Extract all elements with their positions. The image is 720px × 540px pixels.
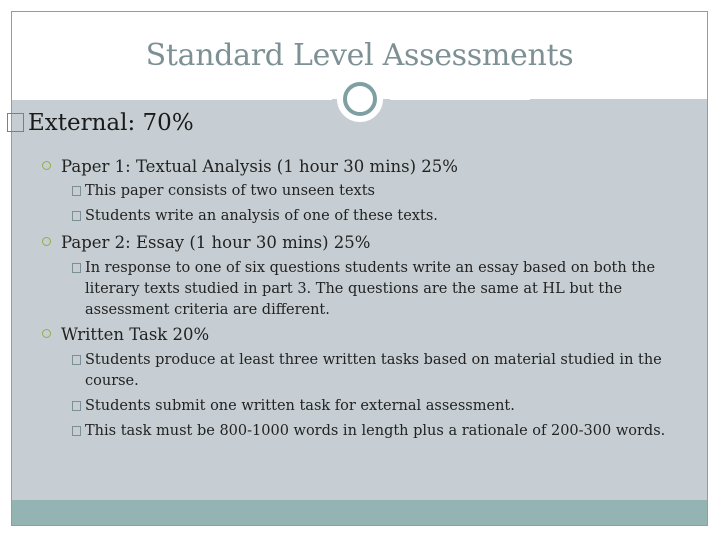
level3-item: [72, 181, 672, 202]
circle-bullet-icon: [42, 329, 51, 338]
level2-item-paper1: [42, 157, 458, 176]
level2-text: Paper 2: Essay (1 hour 30 mins) 25%: [61, 233, 371, 252]
square-bullet-icon: [72, 263, 81, 273]
slide-title: Standard Level Assessments: [145, 38, 574, 73]
circle-ornament-icon: [337, 76, 383, 122]
level2-item-written-task: [42, 325, 209, 344]
square-bullet-icon: [72, 401, 81, 411]
level3-item: [72, 396, 672, 417]
circle-bullet-icon: [42, 237, 51, 246]
level3-text: Students submit one written task for external assessment.: [85, 398, 515, 414]
circle-bullet-icon: [42, 161, 51, 170]
title-divider-left: [12, 98, 332, 100]
level3-item: [72, 258, 672, 321]
level3-item: [72, 421, 672, 442]
title-divider-right: [390, 98, 530, 100]
level2-text: Paper 1: Textual Analysis (1 hour 30 mins) 25%: [61, 157, 458, 176]
level3-text: This task must be 800-1000 words in length plus a rationale of 200-300 words.: [85, 423, 666, 439]
square-bullet-icon: [72, 211, 81, 221]
square-bullet-icon: [72, 355, 81, 365]
level2-item-paper2: [42, 233, 370, 252]
level3-text: In response to one of six questions students write an essay based on both the literary texts studied in part 3. The questions are the same at HL but the assessment criteria are different.: [85, 260, 656, 318]
level1-text: External: 70%: [28, 110, 194, 136]
level3-text: Students produce at least three written tasks based on material studied in the course.: [85, 352, 662, 389]
square-bullet-icon: [72, 426, 81, 436]
footer-bar: [12, 500, 707, 525]
level3-item: [72, 350, 672, 392]
level2-text: Written Task 20%: [61, 325, 210, 344]
level3-text: Students write an analysis of one of these texts.: [85, 208, 438, 224]
square-bullet-icon: [7, 113, 24, 132]
level1-item: [7, 110, 194, 136]
square-bullet-icon: [72, 186, 81, 196]
level3-text: This paper consists of two unseen texts: [85, 183, 375, 199]
level3-item: [72, 206, 672, 227]
